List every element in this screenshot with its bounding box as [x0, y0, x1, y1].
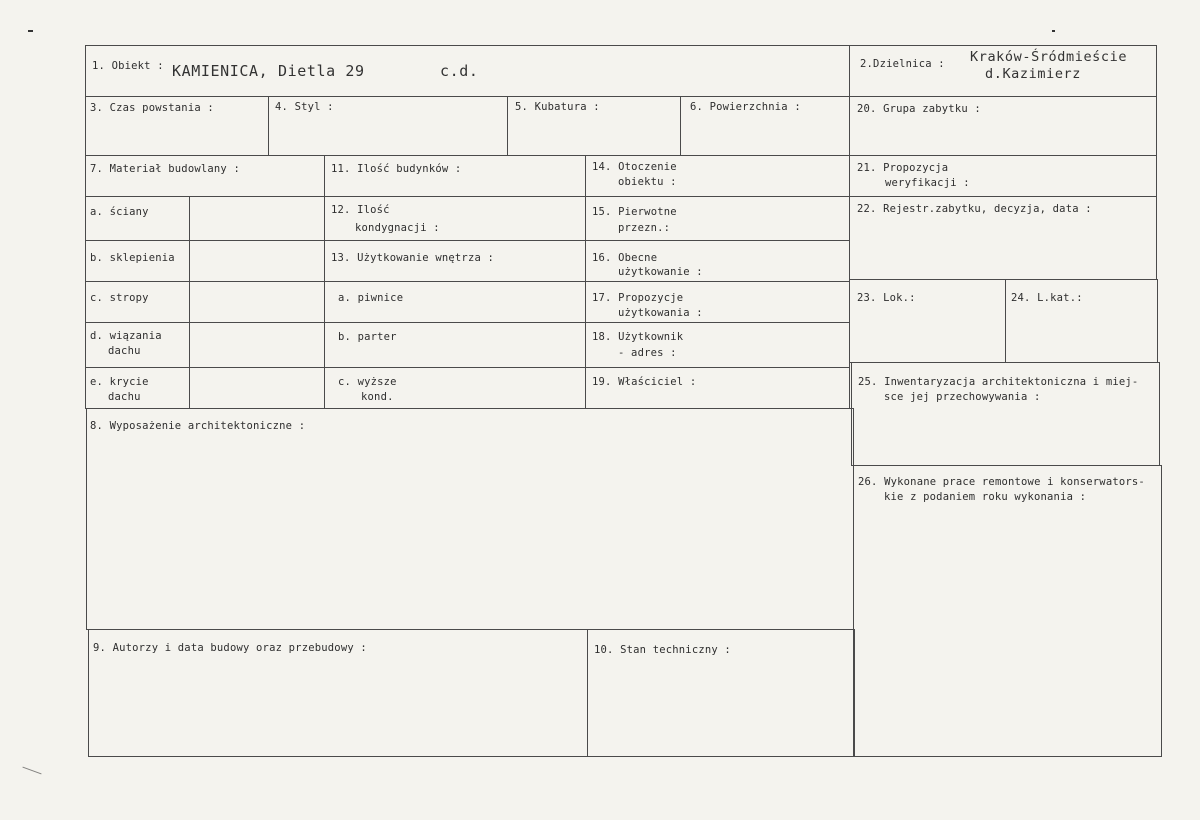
field-4-label: 4. Styl :: [275, 101, 334, 113]
field-7e-label-line2: dachu: [108, 391, 141, 403]
scan-speck: [22, 767, 41, 775]
field-17-label-line2: użytkowania :: [618, 307, 703, 319]
field-12-label-line1: 12. Ilość: [331, 204, 390, 216]
field-15-label-line1: 15. Pierwotne: [592, 206, 677, 218]
field-25-label-line1: 25. Inwentaryzacja architektoniczna i miej-: [858, 376, 1139, 388]
field-19-label: 19. Właściciel :: [592, 376, 697, 388]
field-11-label: 11. Ilość budynków :: [331, 163, 462, 175]
field-7e-label-line1: e. krycie: [90, 376, 149, 388]
field-17-label-line1: 17. Propozycje: [592, 292, 684, 304]
field-20-label: 20. Grupa zabytku :: [857, 103, 981, 115]
field-2-value-line2: d.Kazimierz: [985, 66, 1082, 82]
field-5-label: 5. Kubatura :: [515, 101, 600, 113]
field-13b-ground-floor: [324, 322, 586, 368]
field-9-label: 9. Autorzy i data budowy oraz przebudowy :: [93, 642, 367, 654]
field-13c-label-line2: kond.: [361, 391, 394, 403]
scan-speck: [28, 30, 33, 32]
field-1-value: KAMIENICA, Dietla 29: [172, 62, 365, 80]
field-18-label-line2: - adres :: [618, 347, 677, 359]
field-7c-label: c. stropy: [90, 292, 149, 304]
field-15-label-line2: przezn.:: [618, 222, 671, 234]
field-25-label-line2: sce jej przechowywania :: [884, 391, 1041, 403]
field-14-label-line1: 14. Otoczenie: [592, 161, 677, 173]
field-18-label-line1: 18. Użytkownik: [592, 331, 684, 343]
field-1-label: 1. Obiekt :: [92, 60, 164, 72]
field-2-value-line1: Kraków-Śródmieście: [970, 49, 1128, 65]
field-1-suffix: c.d.: [440, 62, 479, 80]
field-24-label: 24. L.kat.:: [1011, 292, 1083, 304]
field-3-label: 3. Czas powstania :: [90, 102, 214, 114]
field-7a-walls-value: [189, 196, 325, 241]
field-7c-ceilings-value: [189, 281, 325, 323]
field-13c-label-line1: c. wyższe: [338, 376, 397, 388]
field-13-label: 13. Użytkowanie wnętrza :: [331, 252, 495, 264]
field-21-label-line1: 21. Propozycja: [857, 162, 949, 174]
field-22-label: 22. Rejestr.zabytku, decyzja, data :: [857, 203, 1092, 215]
field-7-label: 7. Materiał budowlany :: [90, 163, 240, 175]
field-8-label: 8. Wyposażenie architektoniczne :: [90, 420, 306, 432]
field-2-label: 2.Dzielnica :: [860, 58, 945, 70]
field-10-label: 10. Stan techniczny :: [594, 644, 731, 656]
field-14-label-line2: obiektu :: [618, 176, 677, 188]
field-7a-label: a. ściany: [90, 206, 149, 218]
field-12-label-line2: kondygnacji :: [355, 222, 440, 234]
field-7d-roof-truss-value: [189, 322, 325, 368]
field-13b-label: b. parter: [338, 331, 397, 343]
field-7b-vaults-value: [189, 240, 325, 282]
field-7d-label-line1: d. wiązania: [90, 330, 162, 342]
field-26-label-line1: 26. Wykonane prace remontowe i konserwators-: [858, 476, 1145, 488]
field-16-label-line2: użytkowanie :: [618, 266, 703, 278]
field-6-label: 6. Powierzchnia :: [690, 101, 801, 113]
field-8-equipment: [86, 408, 854, 630]
scan-speck: [1052, 30, 1055, 32]
field-26-works: [853, 465, 1162, 757]
field-16-label-line1: 16. Obecne: [592, 252, 658, 264]
field-26-label-line2: kie z podaniem roku wykonania :: [884, 491, 1087, 503]
field-18-user-address: [585, 322, 850, 368]
field-21-label-line2: weryfikacji :: [885, 177, 970, 189]
field-7e-roofing-value: [189, 367, 325, 409]
field-23-label: 23. Lok.:: [857, 292, 916, 304]
field-7d-label-line2: dachu: [108, 345, 141, 357]
field-13a-label: a. piwnice: [338, 292, 404, 304]
field-7b-label: b. sklepienia: [90, 252, 175, 264]
